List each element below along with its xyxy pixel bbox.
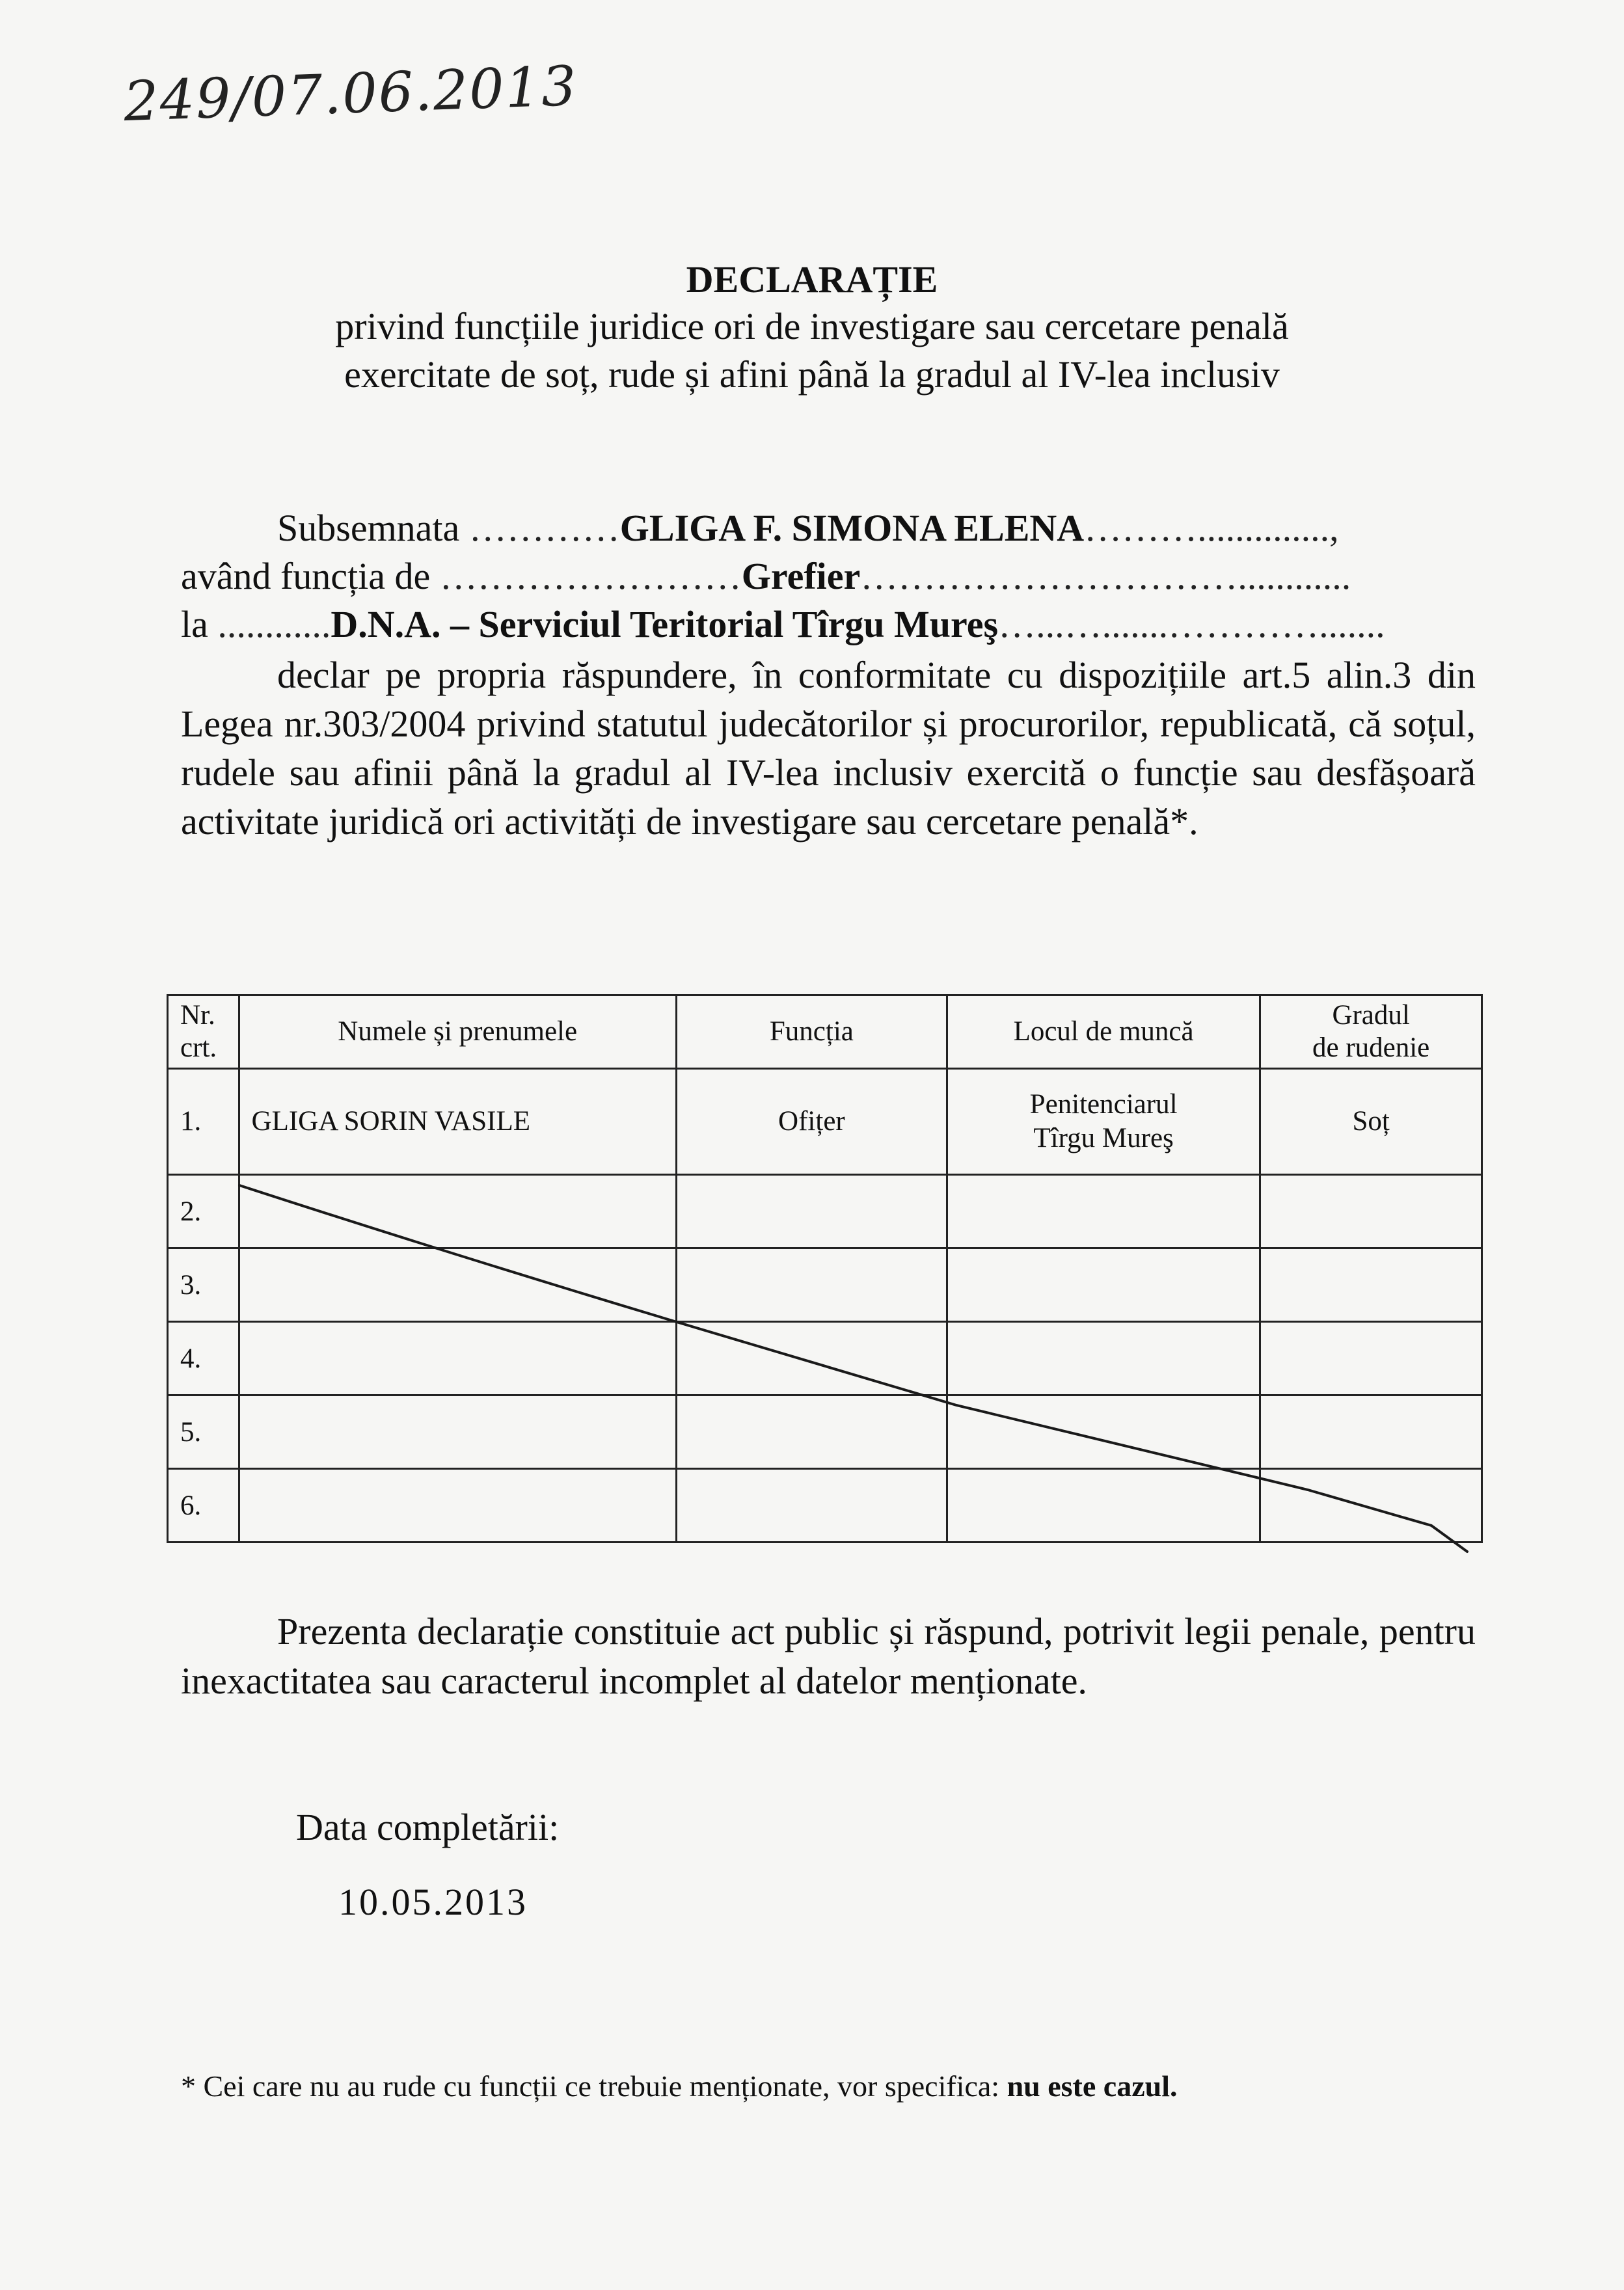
name-value: GLIGA F. SIMONA ELENA: [619, 507, 1085, 549]
footnote: [181, 2069, 1177, 2103]
row-nr: 6.: [168, 1469, 239, 1542]
function-value: Grefier: [741, 555, 861, 597]
footnote-emphasis: nu este cazul.: [1007, 2069, 1178, 2103]
name-label: Subsemnata: [277, 507, 460, 549]
date-label: Data completării:: [296, 1806, 560, 1848]
header-nr: Nr. crt.: [168, 995, 239, 1069]
header-workplace: Locul de muncă: [947, 995, 1260, 1069]
closing-paragraph: Prezenta declarație constituie act public și răspund, potrivit legii penale, pentru inexactitatea sau caracterul incomplet al datelor menționate.: [181, 1610, 1476, 1702]
strike-line-path: [239, 1185, 1467, 1552]
row-degree: Soț: [1260, 1069, 1482, 1175]
footnote-text: * Cei care nu au rude cu funcții ce trebuie menționate, vor specifica:: [181, 2069, 1000, 2103]
row-workplace: Penitenciarul Tîrgu Mureş: [947, 1069, 1260, 1175]
name-trailing: ………..............,: [1084, 507, 1339, 549]
header-function: Funcția: [676, 995, 947, 1069]
row-name: GLIGA SORIN VASILE: [239, 1069, 676, 1175]
header-name: Numele și prenumele: [239, 995, 676, 1069]
document-subtitle-line1: privind funcțiile juridice ori de investigare sau cercetare penală: [335, 305, 1289, 347]
document-subtitle-line2: exercitate de soț, rude și afini până la gradul al IV-lea inclusiv: [344, 353, 1280, 396]
header-degree: Gradul de rudenie: [1260, 995, 1482, 1069]
statement-paragraph: declar pe propria răspundere, în conformitate cu dispozițiile art.5 alin.3 din Legea nr.303/2004 privind statutul judecătorilor și procurorilor, republicată, că soțul, rudele sau afinii până la gradul al IV-lea inclusiv exercită o funcție sau desfășoară activitate juridică ori activități de investigare sau cercetare penală*.: [181, 654, 1476, 842]
row-function: Ofițer: [676, 1069, 947, 1175]
function-line: având funcția de ……………………Grefier…………………………............: [181, 555, 1351, 597]
row-nr: 1.: [168, 1069, 239, 1175]
function-label: având funcția de: [181, 555, 431, 597]
registration-number: 249/07.06.2013: [122, 53, 579, 134]
workplace-line: la ............D.N.A. – Serviciul Teritorial Tîrgu Mureş…...….......………….......: [181, 603, 1385, 645]
row-nr: 5.: [168, 1395, 239, 1469]
row-nr: 2.: [168, 1175, 239, 1248]
row-nr: 4.: [168, 1322, 239, 1395]
row-nr: 3.: [168, 1248, 239, 1322]
name-line: Subsemnata …………GLIGA F. SIMONA ELENA………..............,: [277, 507, 1339, 549]
date-value: 10.05.2013: [338, 1881, 528, 1923]
function-trailing: …………………………............: [860, 555, 1351, 597]
workplace-trailing: …...….......………….......: [998, 603, 1385, 645]
workplace-value: D.N.A. – Serviciul Teritorial Tîrgu Mureş: [331, 603, 999, 645]
workplace-label: la: [181, 603, 208, 645]
document-title: DECLARAȚIE: [686, 258, 938, 301]
